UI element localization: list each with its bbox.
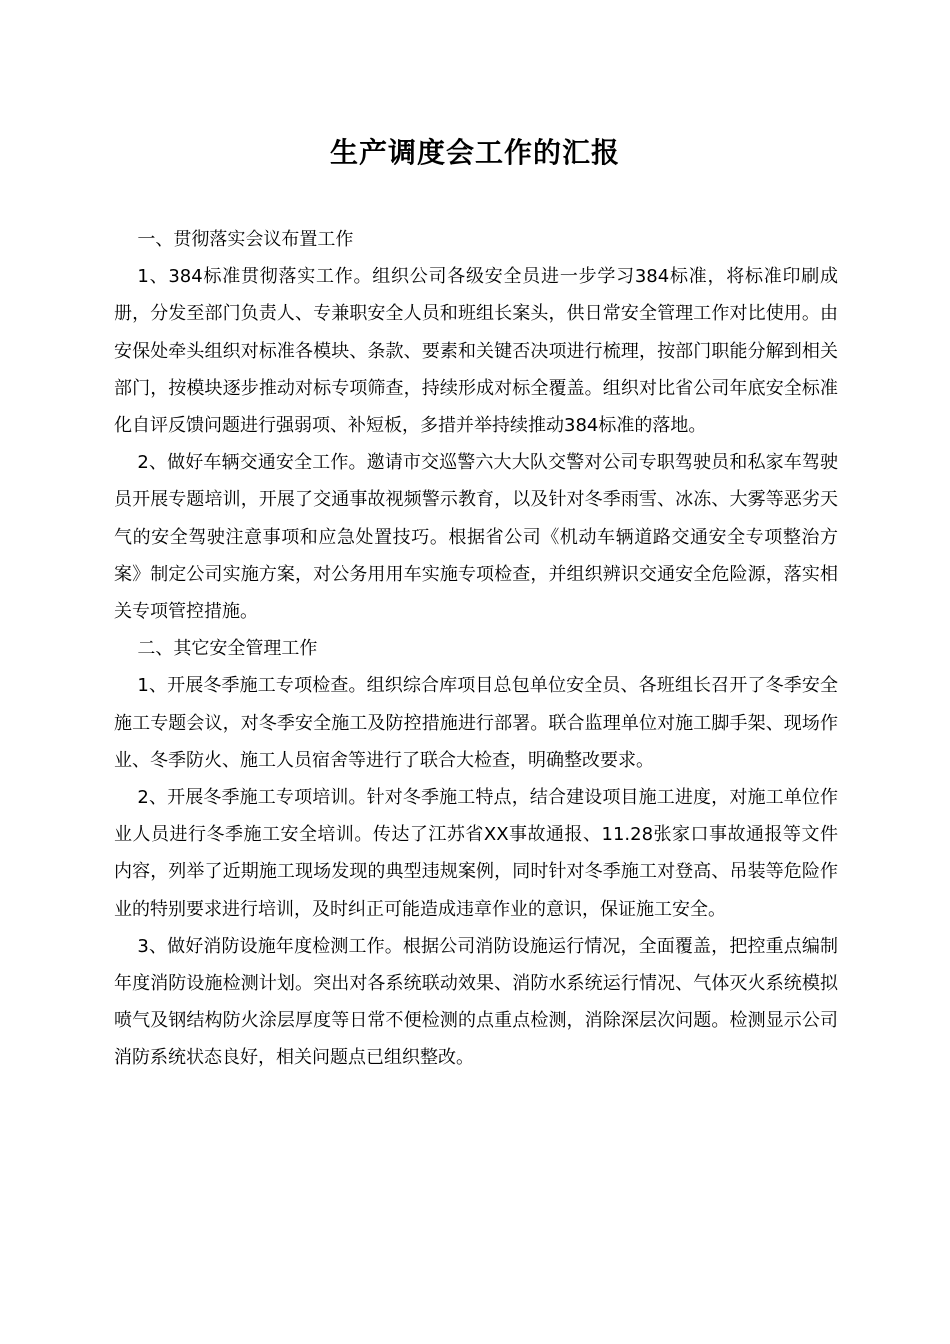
document-body: [114, 221, 838, 1077]
document-title: 生产调度会工作的汇报: [329, 136, 620, 169]
section-heading-1: 一、贯彻落实会议布置工作: [137, 229, 354, 250]
paragraph-1-2: 2、做好车辆交通安全工作。邀请市交巡警六大大队交警对公司专职驾驶员和私家车驾驶员开展专题培训，开展了交通事故视频警示教育，以及针对冬季雨雪、冰冻、大雾等恶劣天气的安全驾驶注意事项和应急处置技巧。根据省公司《机动车辆道路交通安全专项整治方案》制定公司实施方案，对公务用用车实施专项检查，并组织辨识交通安全危险源，落实相关专项管控措施。: [114, 452, 838, 623]
paragraph-2-2: 2、开展冬季施工专项培训。针对冬季施工特点，结合建设项目施工进度，对施工单位作业人员进行冬季施工安全培训。传达了江苏省XX事故通报、11.28张家口事故通报等文件内容，列举了近期施工现场发现的典型违规案例，同时针对冬季施工对登高、吊装等危险作业的特别要求进行培训，及时纠正可能造成违章作业的意识，保证施工安全。: [114, 787, 838, 920]
section-heading-2: 二、其它安全管理工作: [137, 638, 318, 660]
paragraph-1-1: 1、384标准贯彻落实工作。组织公司各级安全员进一步学习384标准，将标准印刷成册，分发至部门负责人、专兼职安全人员和班组长案头，供日常安全管理工作对比使用。由安保处牵头组织对标准各模块、条款、要素和关键否决项进行梳理，按部门职能分解到相关部门，按模块逐步推动对标专项筛查，持续形成对标全覆盖。组织对比省公司年底安全标准化自评反馈问题进行强弱项、补短板，多措并举持续推动384标准的落地。: [114, 266, 838, 437]
paragraph-2-1: 1、开展冬季施工专项检查。组织综合库项目总包单位安全员、各班组长召开了冬季安全施工专题会议，对冬季安全施工及防控措施进行部署。联合监理单位对施工脚手架、现场作业、冬季防火、施工人员宿舍等进行了联合大检查，明确整改要求。: [114, 675, 838, 771]
paragraph-2-3: 3、做好消防设施年度检测工作。根据公司消防设施运行情况，全面覆盖，把控重点编制年度消防设施检测计划。突出对各系统联动效果、消防水系统运行情况、气体灭火系统模拟喷气及钢结构防火涂层厚度等日常不便检测的点重点检测，消除深层次问题。检测显示公司消防系统状态良好，相关问题点已组织整改。: [114, 935, 838, 1069]
